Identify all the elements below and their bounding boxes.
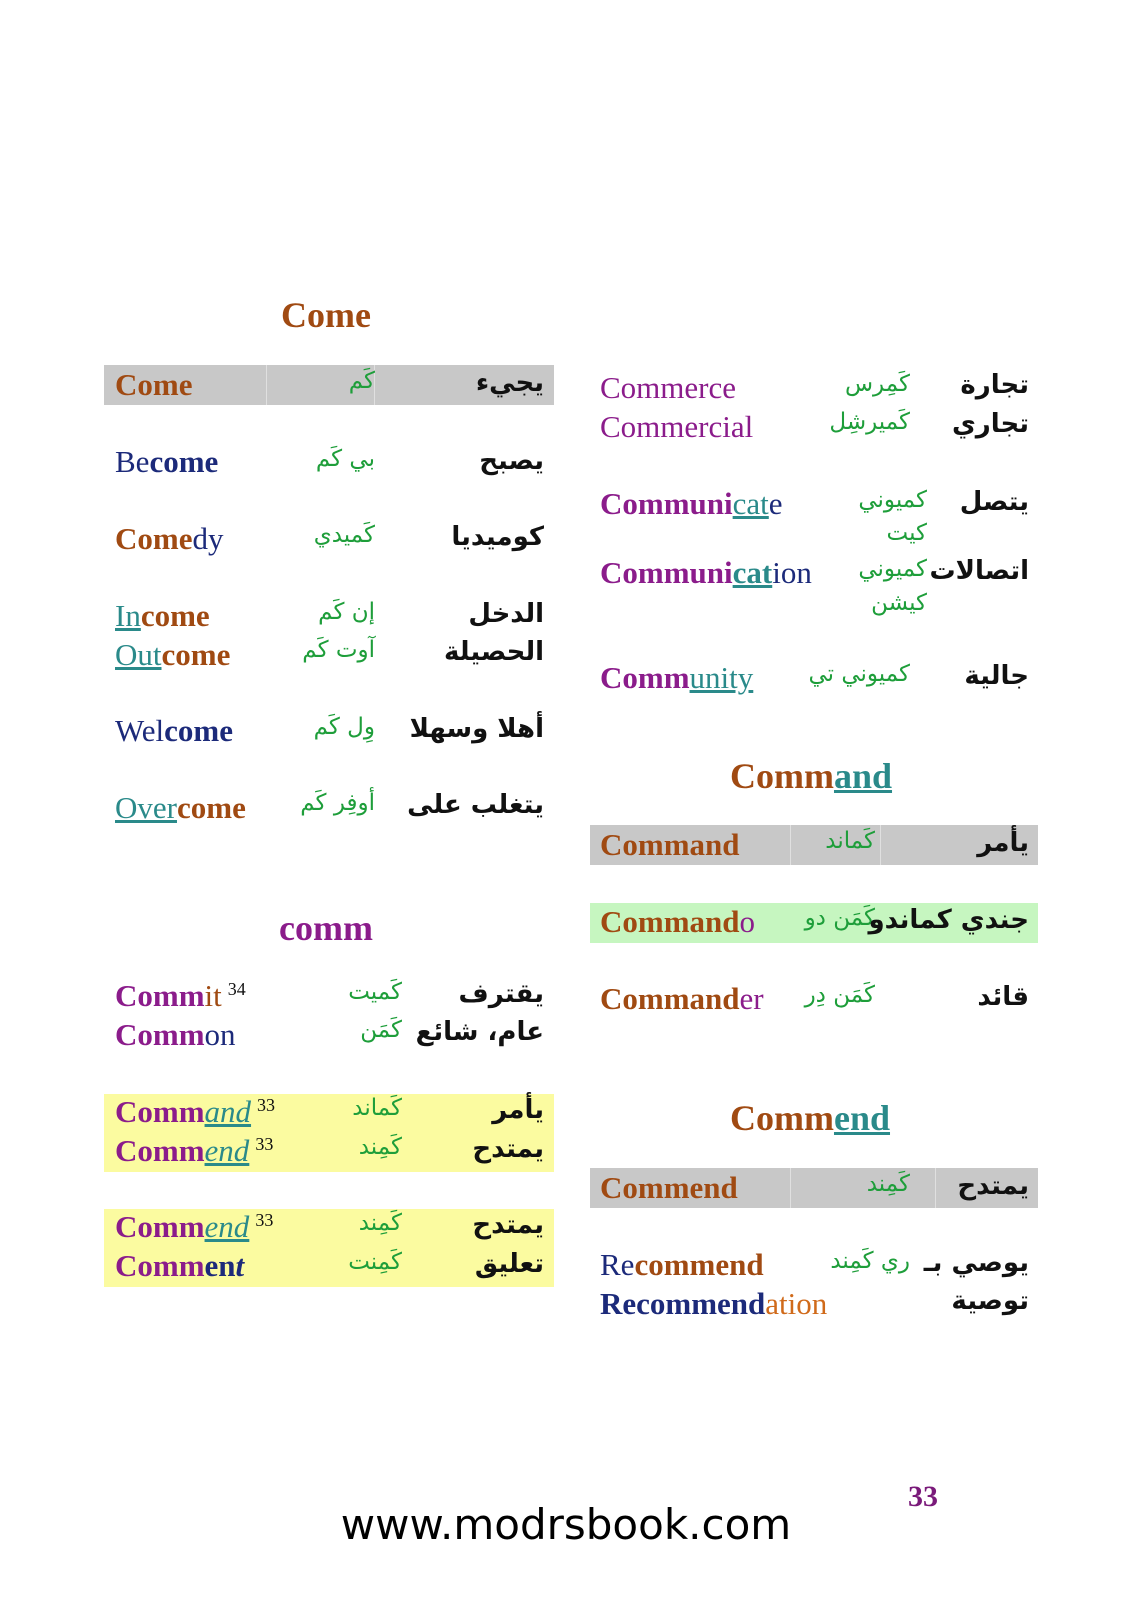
heading-comm: comm: [279, 908, 373, 948]
phonetic-commend-1: كَمِند: [358, 1134, 402, 1160]
arabic-commerce: تجارة: [960, 370, 1029, 400]
arabic-community: جالية: [964, 661, 1029, 691]
footer-url[interactable]: www.modrsbook.com: [340, 1500, 792, 1549]
phonetic-communicate-2: كيت: [886, 520, 927, 546]
arabic-recommendation: توصية: [951, 1286, 1029, 1316]
phonetic-become: بي كَم: [315, 446, 375, 472]
phonetic-commerce: كَمِرس: [844, 371, 910, 397]
phonetic-communication-2: كيشن: [871, 590, 927, 616]
arabic-commercial: تجاري: [951, 409, 1029, 439]
word-become: Become: [115, 444, 219, 479]
word-commend-right: Commend: [600, 1170, 738, 1205]
word-commit: Commit $^{34}$: [115, 978, 246, 1013]
arabic-commander: قائد: [977, 982, 1029, 1012]
phonetic-communicate-1: كميوني: [858, 487, 927, 513]
heading-commend: Commend: [730, 1098, 891, 1138]
word-come: Come: [115, 367, 193, 402]
arabic-overcome: يتغلب على: [407, 790, 544, 820]
word-command: Command $^{33}$: [115, 1094, 276, 1129]
word-overcome: Overcome: [115, 790, 246, 825]
word-recommend: Recommend: [600, 1247, 764, 1282]
word-recommendation: Recommendation: [600, 1286, 828, 1321]
word-commando: Commando: [600, 904, 756, 939]
heading-come: Come: [281, 295, 371, 335]
arabic-commend-2: يمتدح: [472, 1210, 544, 1240]
word-outcome: Outcome: [115, 637, 231, 672]
word-commend-2: Commend $^{33}$: [115, 1209, 274, 1244]
word-welcome: Welcome: [115, 713, 233, 748]
word-commerce: Commerce: [600, 370, 737, 405]
word-common: Common: [115, 1017, 236, 1052]
arabic-commit: يقترف: [458, 979, 544, 1009]
phonetic-overcome: أوفِر كَم: [300, 790, 375, 816]
phonetic-outcome: آوت كَم: [302, 637, 375, 663]
phonetic-come: كَم: [348, 368, 375, 394]
phonetic-commando: كَمَن دو: [804, 905, 875, 931]
arabic-recommend: يوصي بـ: [923, 1248, 1029, 1278]
phonetic-welcome: وِل كَم: [313, 714, 375, 740]
arabic-command: يأمر: [492, 1095, 544, 1125]
word-comedy: Comedy: [115, 521, 224, 556]
arabic-commend-right: يمتدح: [957, 1171, 1029, 1201]
arabic-commend-1: يمتدح: [472, 1134, 544, 1164]
word-commercial: Commercial: [600, 409, 754, 444]
arabic-become: يصبح: [479, 446, 544, 476]
word-community: Community: [600, 660, 754, 695]
arabic-income: الدخل: [468, 599, 544, 629]
arabic-comment: تعليق: [474, 1249, 544, 1279]
phonetic-commit: كَميت: [348, 979, 402, 1005]
arabic-commando: جندي كماندو: [868, 905, 1029, 935]
word-commander: Commander: [600, 981, 764, 1016]
word-communication: Communication: [600, 555, 812, 590]
arabic-come: يجيء: [475, 368, 544, 398]
word-comment: Comment: [115, 1248, 245, 1283]
arabic-common: عام، شائع: [415, 1017, 544, 1047]
phonetic-income: إن كَم: [318, 599, 375, 625]
page-number: 33: [908, 1480, 938, 1513]
phonetic-comment: كَمِنت: [348, 1249, 402, 1275]
phonetic-commander: كَمَن دِر: [804, 982, 875, 1008]
arabic-communication: اتصالات: [929, 556, 1029, 586]
phonetic-common: كَمَن: [360, 1017, 402, 1043]
arabic-communicate: يتصل: [959, 487, 1029, 517]
heading-command: Command: [730, 756, 893, 796]
phonetic-recommend: ري كَمِند: [830, 1248, 910, 1274]
arabic-comedy: كوميديا: [451, 522, 544, 552]
arabic-welcome: أهلا وسهلا: [409, 714, 544, 744]
phonetic-communication-1: كميوني: [858, 556, 927, 582]
phonetic-command-right: كَماند: [825, 828, 875, 854]
phonetic-comedy: كَميدي: [313, 522, 375, 548]
word-income: Income: [115, 598, 210, 633]
arabic-command-right: يأمر: [977, 828, 1029, 858]
phonetic-community: كميوني تي: [808, 661, 910, 687]
word-commend-1: Commend $^{33}$: [115, 1133, 274, 1168]
word-communicate: Communicate: [600, 486, 783, 521]
phonetic-commercial: كَميرشِل: [829, 409, 910, 435]
word-command-right: Command: [600, 827, 740, 862]
phonetic-command: كَماند: [352, 1095, 402, 1121]
phonetic-commend-2: كَمِند: [358, 1210, 402, 1236]
phonetic-commend-right: كَمِند: [866, 1171, 910, 1197]
arabic-outcome: الحصيلة: [443, 637, 544, 667]
